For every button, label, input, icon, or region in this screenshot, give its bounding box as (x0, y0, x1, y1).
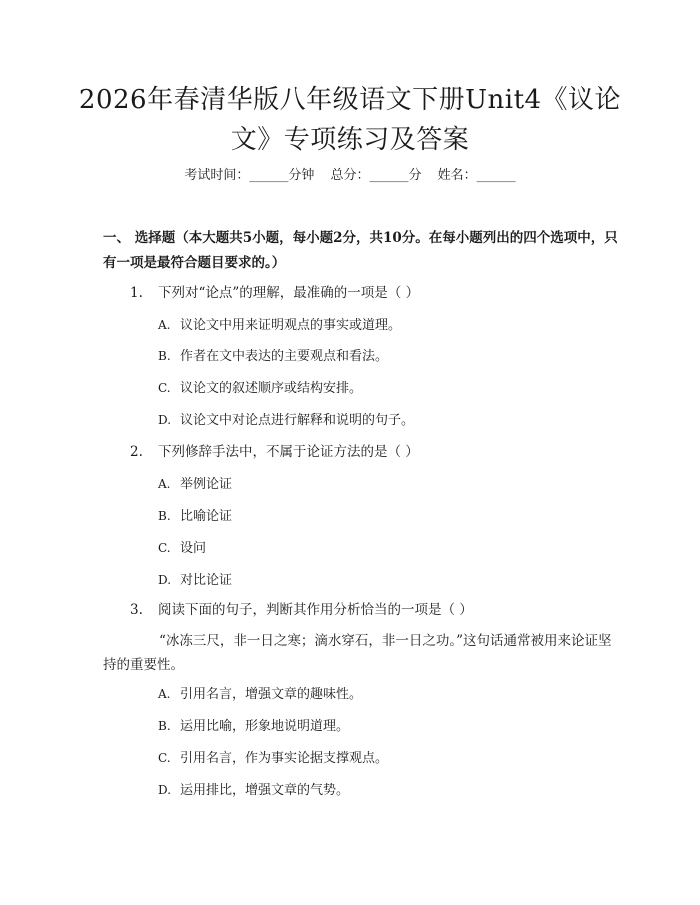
question-text: 下列修辞手法中，不属于论证方法的是（ ） (158, 444, 419, 460)
student-name-field: 姓名：______ (437, 168, 516, 183)
option-letter: B. (158, 509, 171, 523)
exam-time-field: 考试时间：______分钟 (184, 168, 315, 183)
question-1-option-c (158, 378, 362, 399)
option-text: 作者在文中表达的主要观点和看法。 (180, 349, 389, 364)
question-2 (130, 442, 419, 462)
option-letter: C. (158, 381, 171, 395)
question-3-option-d (158, 780, 349, 801)
option-letter: D. (158, 783, 172, 797)
total-score-field: 总分：______分 (330, 168, 422, 183)
question-2-option-c (158, 538, 206, 559)
question-3 (130, 600, 473, 620)
document-title: 2026年春清华版八年级语文下册Unit4《议论文》专项练习及答案 (78, 85, 622, 155)
question-1-option-a (158, 315, 401, 336)
option-letter: B. (158, 719, 171, 733)
question-text: 下列对“论点”的理解，最准确的一项是（ ） (158, 285, 420, 301)
exam-info-line (0, 166, 700, 186)
question-3-option-c (158, 748, 388, 769)
question-1 (130, 283, 419, 303)
question-2-option-a (158, 474, 232, 495)
question-3-option-a (158, 684, 362, 705)
option-letter: C. (158, 541, 171, 555)
option-letter: A. (158, 687, 171, 701)
option-letter: B. (158, 349, 171, 363)
question-3-option-b (158, 716, 349, 737)
question-2-option-d (158, 570, 232, 591)
option-text: 比喻论证 (180, 509, 233, 524)
question-2-option-b (158, 506, 232, 527)
section-heading: 一、 选择题（本大题共5小题，每小题2分，共10分。在每小题列出的四个选项中，只有一项是最符合题目要求的。） (103, 230, 618, 271)
question-number: 2. (130, 444, 143, 460)
option-text: 运用排比，增强文章的气势。 (180, 783, 350, 798)
question-1-option-b (158, 346, 388, 367)
option-text: 对比论证 (180, 573, 233, 588)
option-text: 引用名言，增强文章的趣味性。 (180, 687, 363, 702)
option-letter: A. (158, 318, 171, 332)
question-text: 阅读下面的句子，判断其作用分析恰当的一项是（ ） (158, 602, 473, 618)
option-letter: C. (158, 751, 171, 765)
question-number: 1. (130, 285, 143, 301)
option-text: 议论文中对论点进行解释和说明的句子。 (180, 413, 415, 428)
option-letter: A. (158, 477, 171, 491)
option-text: 议论文中用来证明观点的事实或道理。 (180, 318, 402, 333)
question-3-quote: “冰冻三尺，非一日之寒；滴水穿石，非一日之功。”这句话通常被用来论证坚持的重要性。 (103, 633, 612, 673)
option-text: 举例论证 (180, 477, 233, 492)
option-text: 运用比喻，形象地说明道理。 (180, 719, 350, 734)
option-text: 议论文的叙述顺序或结构安排。 (180, 381, 363, 396)
option-letter: D. (158, 573, 172, 587)
option-letter: D. (158, 413, 172, 427)
question-number: 3. (130, 602, 143, 618)
question-1-option-d (158, 410, 414, 431)
option-text: 引用名言，作为事实论据支撑观点。 (180, 751, 389, 766)
option-text: 设问 (180, 541, 207, 556)
